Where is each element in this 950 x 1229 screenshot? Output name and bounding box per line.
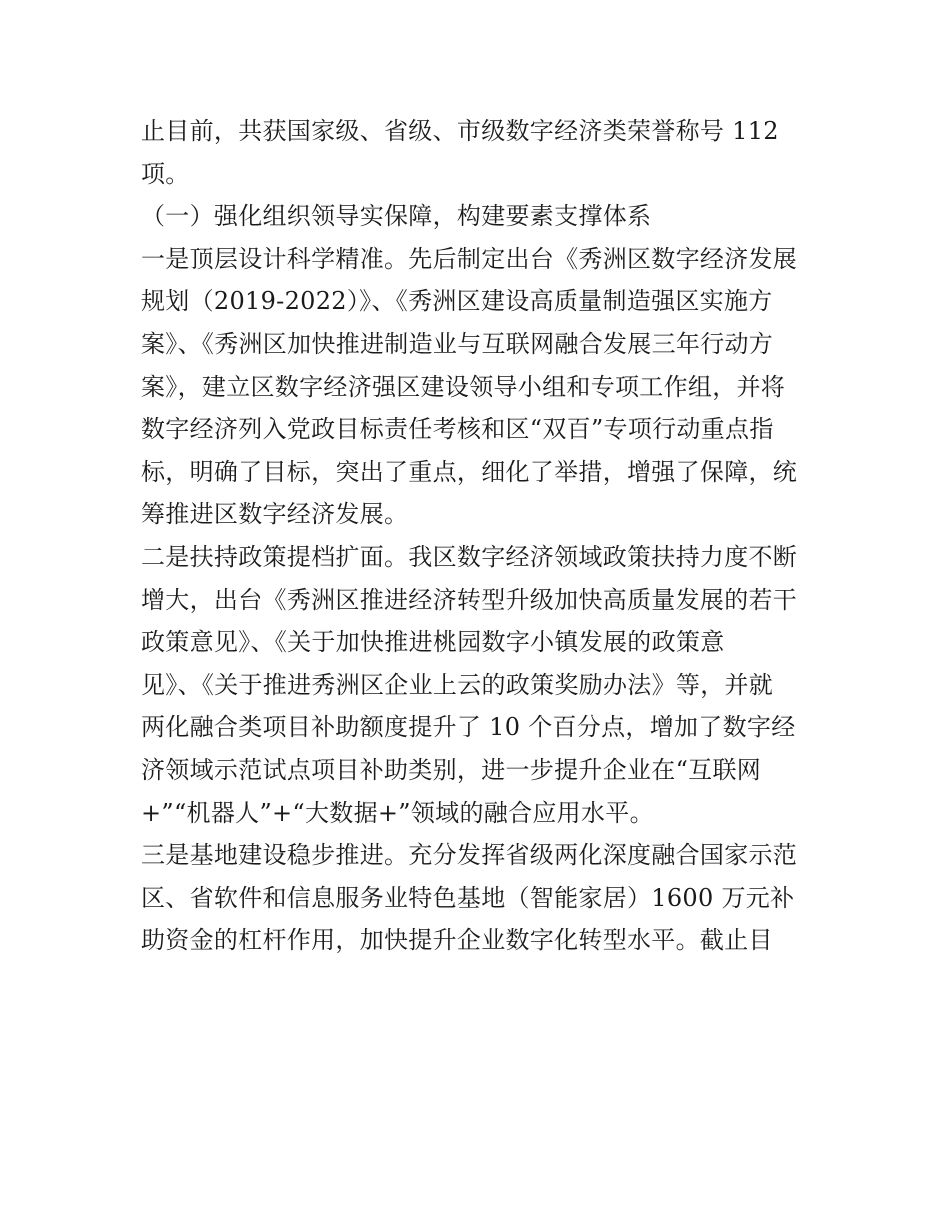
text-line: 标，明确了目标，突出了重点，细化了举措，增强了保障，统 <box>141 457 798 486</box>
text-line: 案》、《秀洲区加快推进制造业与互联网融合发展三年行动方 <box>141 329 774 358</box>
text-line: 助资金的杠杆作用，加快提升企业数字化转型水平。截止目 <box>141 926 773 955</box>
text-line: 济领域示范试点项目补助类别，进一步提升企业在“互联网 <box>141 755 762 784</box>
text-line: 止目前，共获国家级、省级、市级数字经济类荣誉称号 112 <box>141 117 779 145</box>
section-heading: （一）强化组织领导实保障，构建要素支撑体系 <box>141 202 652 231</box>
text-line: 三是基地建设稳步推进。充分发挥省级两化深度融合国家示范 <box>141 841 798 870</box>
text-line: 区、省软件和信息服务业特色基地（智能家居）1600 万元补 <box>141 883 795 912</box>
document-body <box>141 113 821 965</box>
text-line: 数字经济列入党政目标责任考核和区“双百”专项行动重点指 <box>141 415 774 444</box>
text-line: 见》、《关于推进秀洲区企业上云的政策奖励办法》等，并就 <box>141 670 774 699</box>
text-line: 二是扶持政策提档扩面。我区数字经济领域政策扶持力度不断 <box>141 542 798 571</box>
text-line: 规划（2019-2022）》、《秀洲区建设高质量制造强区实施方 <box>141 287 773 316</box>
text-line: 案》，建立区数字经济强区建设领导小组和专项工作组，并将 <box>141 372 786 401</box>
text-line: 两化融合类项目补助额度提升了 10 个百分点，增加了数字经 <box>141 713 796 742</box>
text-line: 项。 <box>141 159 190 188</box>
text-line: 一是顶层设计科学精准。先后制定出台《秀洲区数字经济发展 <box>141 244 798 273</box>
text-line: 筹推进区数字经济发展。 <box>141 500 409 529</box>
text-line: 政策意见》、《关于加快推进桃园数字小镇发展的政策意 <box>141 628 725 657</box>
text-line: +”“机器人”+“大数据+”领域的融合应用水平。 <box>141 798 654 827</box>
text-line: 增大，出台《秀洲区推进经济转型升级加快高质量发展的若干 <box>141 585 798 614</box>
